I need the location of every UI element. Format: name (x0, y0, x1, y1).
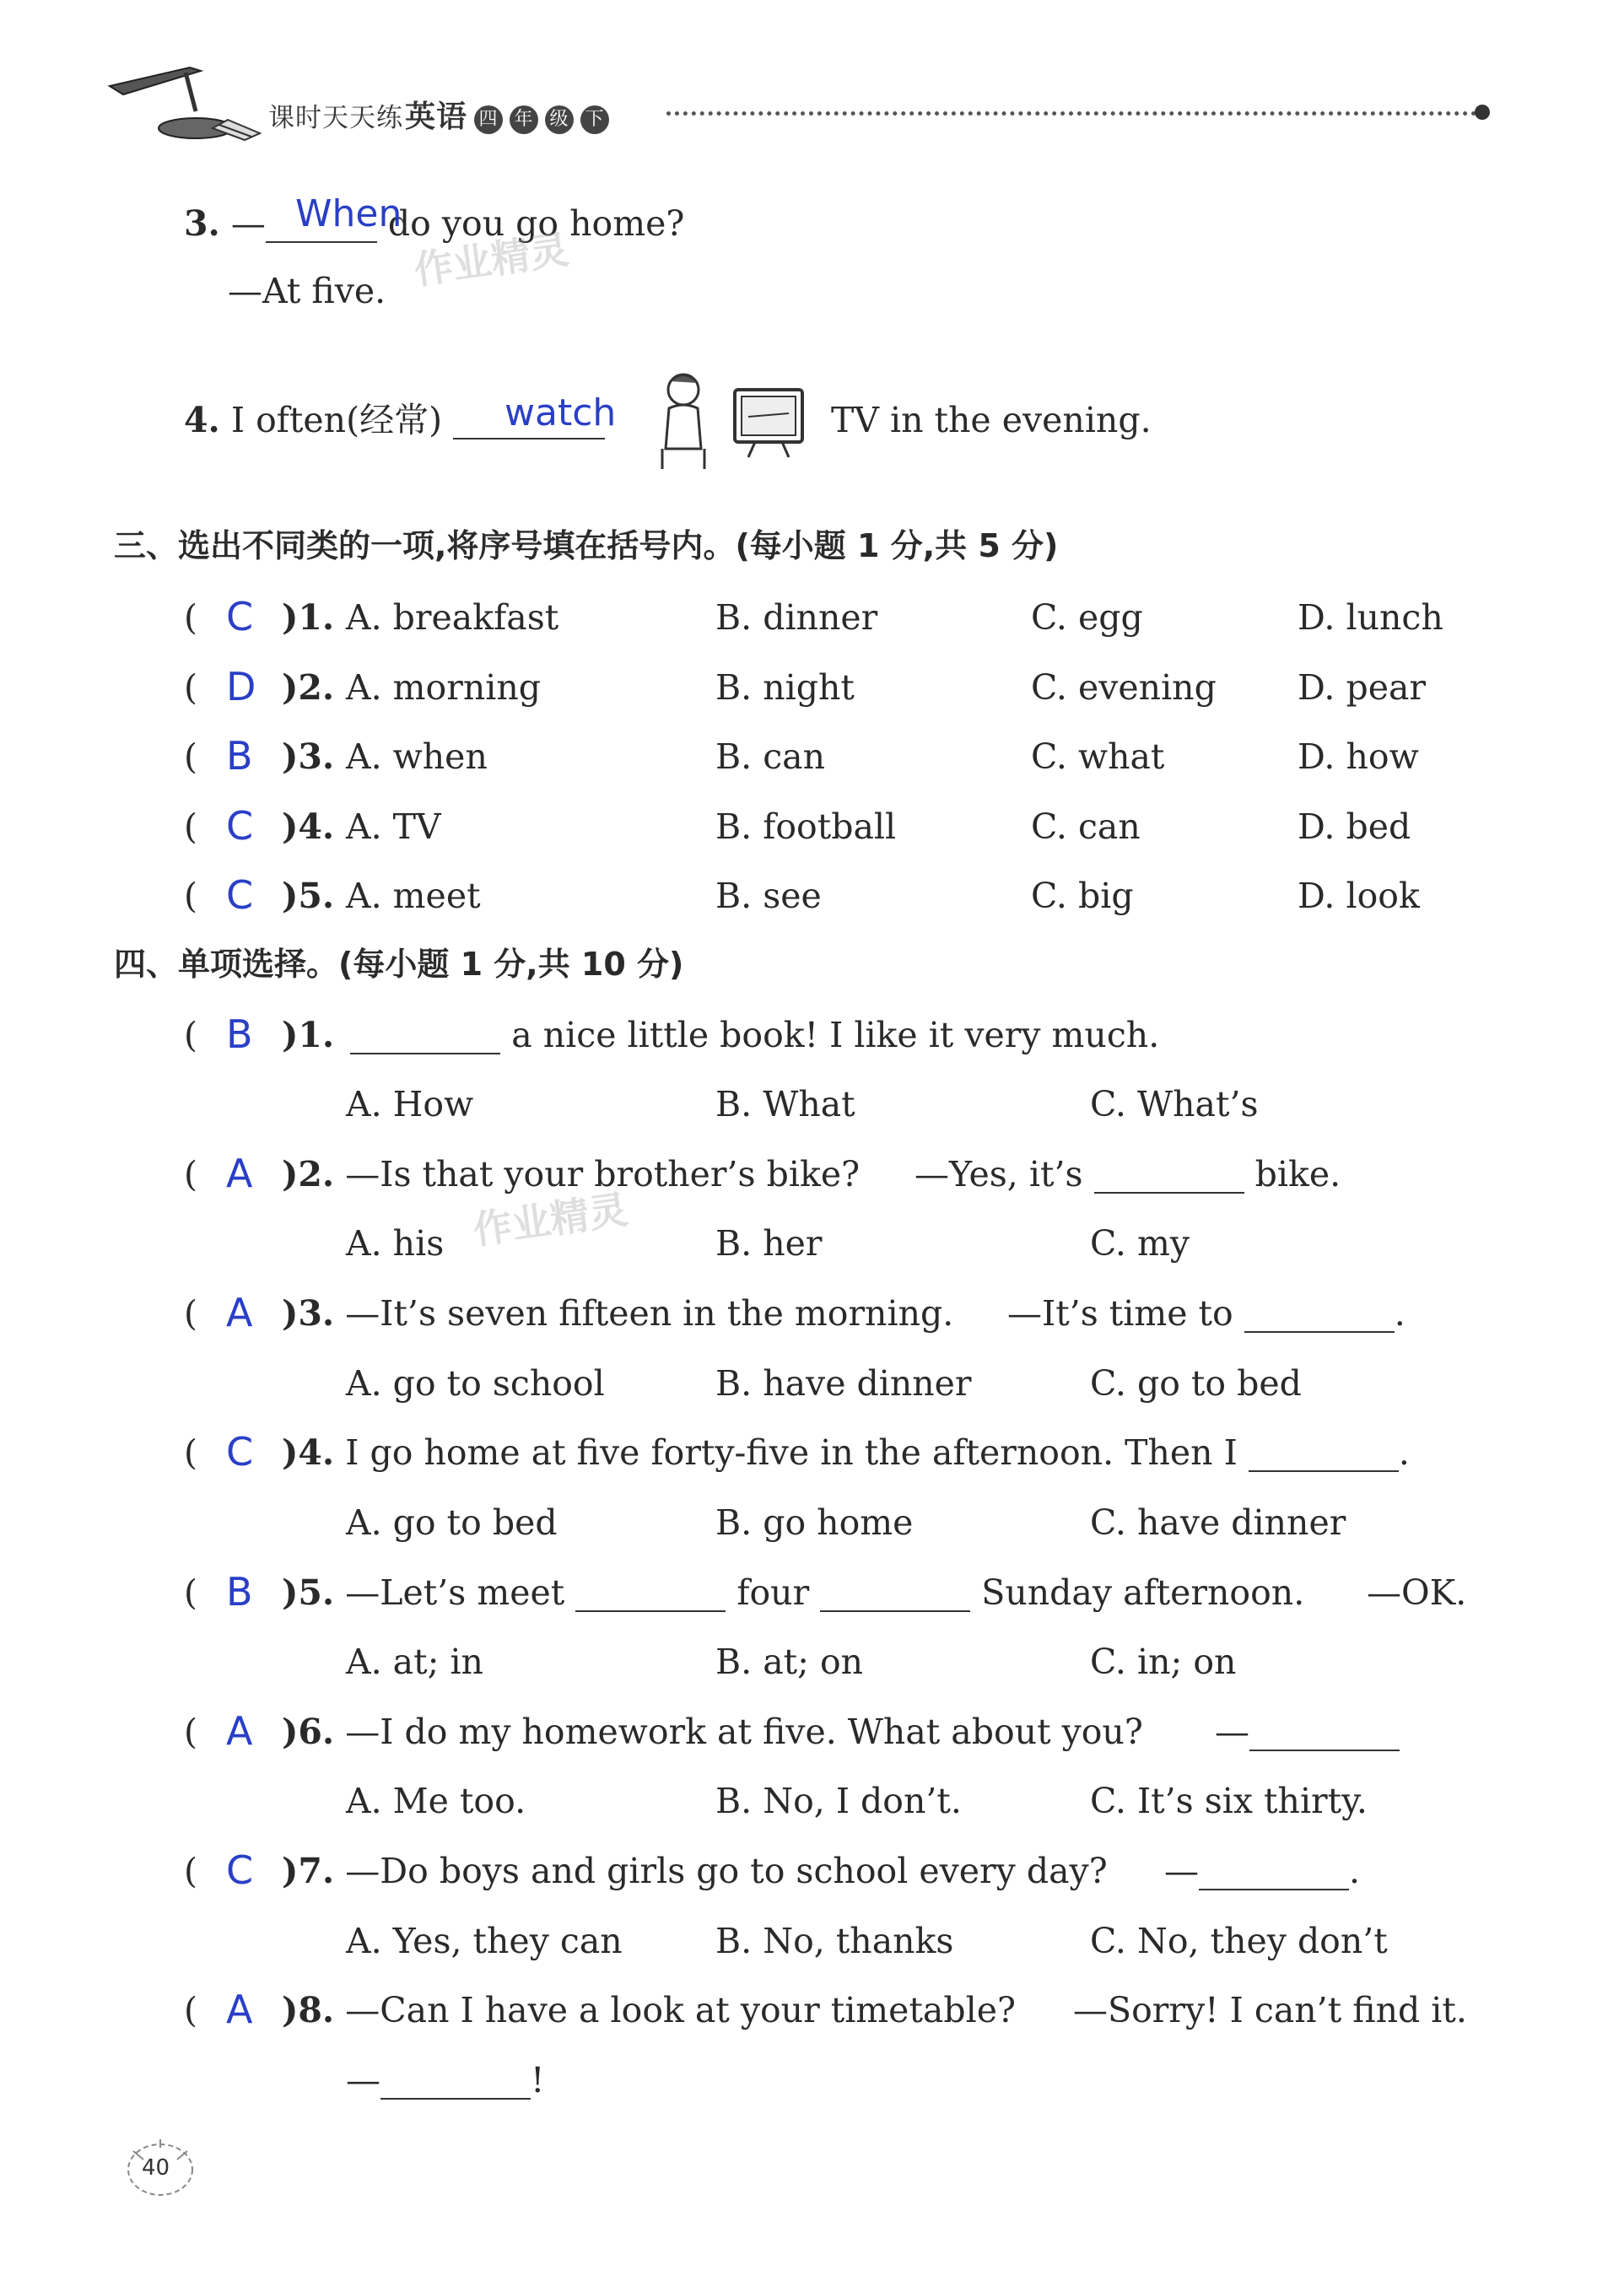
q8-answer-line: — ! (346, 2060, 545, 2100)
section3-title: 三、选出不同类的一项,将序号填在括号内。(每小题 1 分,共 5 分) (114, 527, 1059, 564)
answer-slot[interactable]: A (226, 1151, 253, 1196)
option-b: B. No, I don’t. (715, 1781, 962, 1821)
q7-blank[interactable] (1199, 1854, 1349, 1890)
option-c: C. egg (1031, 597, 1143, 638)
answer-slot[interactable]: C (226, 1429, 254, 1475)
grade-char-1: 四 (474, 105, 503, 134)
grade-char-2: 年 (510, 105, 538, 134)
option-a: A. go to school (346, 1363, 605, 1404)
option-b: B. have dinner (715, 1363, 972, 1404)
option-c: C. evening (1031, 667, 1217, 708)
grade-char-3: 级 (545, 105, 574, 134)
q7-reply: — . (1164, 1851, 1361, 1891)
option-a: A. Me too. (346, 1781, 526, 1821)
option-d: D. look (1298, 876, 1420, 916)
header-rule-end-dot (1475, 105, 1490, 120)
answer-slot[interactable]: A (226, 1708, 253, 1754)
option-b: B. night (715, 667, 855, 708)
page-number: 40 (142, 2155, 170, 2181)
q2-blank[interactable] (1094, 1157, 1244, 1194)
option-b: B. can (715, 736, 826, 777)
q7-stem: )7. —Do boys and girls go to school every day? (282, 1851, 1108, 1891)
q5-stem: )5. —Let’s meet four Sunday afternoon. (282, 1572, 1305, 1613)
q2-stem: )2. —Is that your brother’s bike? (282, 1154, 861, 1194)
option-a: A. meet (346, 876, 481, 916)
option-a: A. when (346, 736, 488, 777)
answer-slot[interactable]: B (226, 1569, 253, 1615)
q8-blank[interactable] (380, 2063, 531, 2100)
option-c: C. can (1031, 806, 1141, 847)
option-d: D. how (1298, 736, 1419, 777)
watermark: 作业精灵 (470, 1186, 631, 1254)
option-b: B. see (715, 876, 822, 916)
section4-title: 四、单项选择。(每小题 1 分,共 10 分) (114, 946, 684, 983)
header-prefix: 课时天天练 (268, 103, 403, 133)
option-b: B. at; on (715, 1642, 864, 1682)
option-a: A. breakfast (346, 597, 559, 638)
option-c: C. big (1031, 876, 1134, 916)
answer-slot[interactable]: C (226, 872, 254, 918)
option-d: D. bed (1298, 806, 1411, 847)
blank-4-answer: watch (504, 391, 617, 434)
q4-stem: )4. I go home at five forty-five in the afternoon. Then I . (282, 1432, 1410, 1473)
q2-reply: —Yes, it’s bike. (915, 1154, 1341, 1194)
q1-stem: )1. a nice little book! I like it very much. (282, 1015, 1160, 1055)
answer-slot[interactable]: C (226, 1847, 254, 1893)
option-c: C. my (1090, 1223, 1190, 1264)
fill-blank-4-after: TV in the evening. (831, 400, 1152, 440)
option-a: A. at; in (346, 1642, 483, 1682)
q6-blank[interactable] (1249, 1715, 1400, 1751)
q5-reply: —OK. (1367, 1572, 1467, 1613)
option-b: B. football (715, 806, 897, 847)
option-c: C. What’s (1090, 1084, 1259, 1124)
option-c: C. It’s six thirty. (1090, 1781, 1368, 1821)
watermark: 作业精灵 (411, 226, 572, 294)
option-b: B. No, thanks (715, 1921, 954, 1961)
option-a: A. Yes, they can (346, 1921, 623, 1961)
q8-stem: )8. —Can I have a look at your timetable? (282, 1990, 1016, 2030)
option-c: C. what (1031, 736, 1165, 777)
option-b: B. her (715, 1223, 823, 1264)
option-c: C. have dinner (1090, 1502, 1346, 1543)
q3-stem: )3. —It’s seven fifteen in the morning. (282, 1293, 954, 1334)
option-b: B. What (715, 1084, 855, 1124)
q8-reply: —Sorry! I can’t find it. (1073, 1990, 1467, 2030)
fill-blank-3-reply: —At five. (228, 271, 386, 311)
answer-slot[interactable]: B (226, 1011, 253, 1057)
option-d: D. lunch (1298, 597, 1443, 638)
desk-lamp-logo-icon (101, 52, 262, 154)
q4-blank[interactable] (1249, 1436, 1399, 1472)
option-c: C. go to bed (1090, 1363, 1302, 1404)
q3-reply: —It’s time to . (1007, 1293, 1405, 1334)
q3-blank[interactable] (1244, 1297, 1395, 1333)
option-a: A. morning (346, 667, 542, 708)
option-a: A. How (346, 1084, 474, 1124)
q5-blank-1[interactable] (575, 1576, 726, 1612)
q6-reply: — (1215, 1715, 1400, 1751)
blank-3-answer: When (295, 192, 402, 235)
grade-char-4: 下 (580, 105, 609, 134)
answer-slot[interactable]: C (226, 803, 254, 849)
option-b: B. dinner (715, 597, 878, 638)
answer-slot[interactable]: A (226, 1987, 253, 2032)
q5-blank-2[interactable] (820, 1576, 970, 1612)
answer-slot[interactable]: D (226, 664, 256, 709)
answer-slot[interactable]: C (226, 594, 254, 639)
answer-slot[interactable]: A (226, 1290, 253, 1335)
q1-blank[interactable] (350, 1018, 500, 1054)
option-c: C. No, they don’t (1090, 1921, 1388, 1961)
fill-blank-3: 3. — do you go home? (184, 203, 685, 244)
header-title (268, 93, 609, 136)
header-dotted-rule (666, 111, 1476, 116)
q6-stem: )6. —I do my homework at five. What about you? (282, 1712, 1143, 1752)
answer-slot[interactable]: B (226, 733, 253, 779)
fill-blank-4: 4. I often(经常) (184, 403, 605, 439)
option-a: A. TV (346, 806, 441, 847)
header-subject: 英语 (405, 100, 468, 134)
boy-watching-tv-icon (654, 364, 810, 474)
option-a: A. go to bed (346, 1502, 558, 1543)
option-a: A. his (346, 1223, 445, 1264)
option-c: C. in; on (1090, 1642, 1237, 1682)
option-b: B. go home (715, 1502, 914, 1543)
option-d: D. pear (1298, 667, 1427, 708)
